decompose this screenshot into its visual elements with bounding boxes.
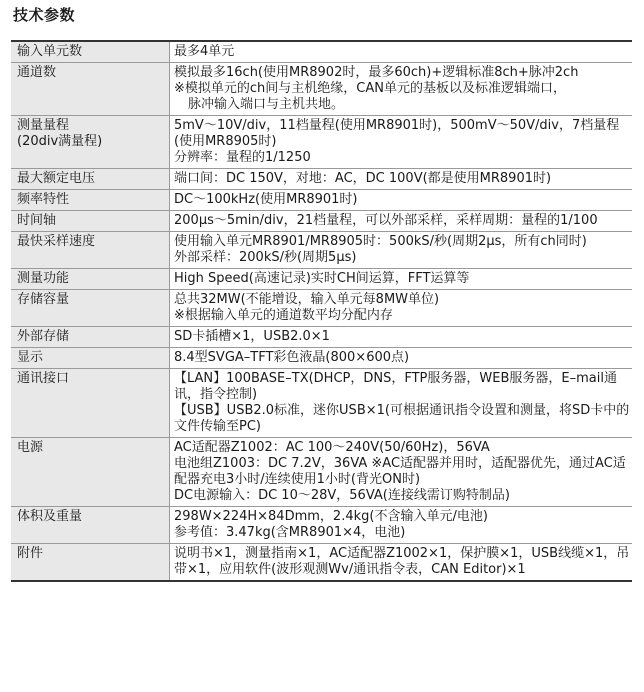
row-label: 附件 <box>11 544 170 582</box>
spec-row-power <box>11 438 632 507</box>
row-label: 测量功能 <box>11 269 170 290</box>
spec-row-channels <box>11 63 632 116</box>
row-label: 最快采样速度 <box>11 232 170 269</box>
spec-row-interface <box>11 369 632 438</box>
row-value: 使用输入单元MR8901/MR8905时：500kS/秒(周期2μs，所有ch同时) 外部采样：200kS/秒(周期5μs) <box>170 232 633 269</box>
spec-row-display <box>11 348 632 369</box>
row-value: 8.4型SVGA–TFT彩色液晶(800×600点) <box>170 348 633 369</box>
page-title: 技术参数 <box>13 6 76 24</box>
spec-row-external-storage <box>11 327 632 348</box>
spec-row-accessories <box>11 544 632 582</box>
row-value: 5mV～10V/div，11档量程(使用MR8901时)，500mV～50V/div，7档量程(使用MR8905时) 分辨率：量程的1/1250 <box>170 116 633 169</box>
row-label: 时间轴 <box>11 211 170 232</box>
row-value: SD卡插槽×1，USB2.0×1 <box>170 327 633 348</box>
row-label: 频率特性 <box>11 190 170 211</box>
row-label: 体积及重量 <box>11 507 170 544</box>
spec-table <box>11 40 632 582</box>
spec-row-memory <box>11 290 632 327</box>
row-label: 输入单元数 <box>11 41 170 63</box>
row-value: High Speed(高速记录)实时CH间运算，FFT运算等 <box>170 269 633 290</box>
row-label: 测量量程 (20div满量程) <box>11 116 170 169</box>
spec-row-sampling-speed <box>11 232 632 269</box>
row-label: 通讯接口 <box>11 369 170 438</box>
row-label: 最大额定电压 <box>11 169 170 190</box>
spec-row-time-axis <box>11 211 632 232</box>
spec-row-input-units <box>11 41 632 63</box>
row-label: 外部存储 <box>11 327 170 348</box>
row-label: 显示 <box>11 348 170 369</box>
spec-row-measure-range <box>11 116 632 169</box>
row-value: 模拟最多16ch(使用MR8902时，最多60ch)+逻辑标准8ch+脉冲2ch ※模拟单元的ch间与主机绝缘，CAN单元的基板以及标准逻辑端口， 脉冲输入端口与主机共地。 <box>170 63 633 116</box>
row-value: 最多4单元 <box>170 41 633 63</box>
spec-row-max-voltage <box>11 169 632 190</box>
row-value: 【LAN】100BASE–TX(DHCP，DNS，FTP服务器，WEB服务器，E–mail通讯，指令控制) 【USB】USB2.0标准，迷你USB×1(可根据通讯指令设置和测量，将SD卡中的文件传输至PC) <box>170 369 633 438</box>
row-label: 存储容量 <box>11 290 170 327</box>
row-label: 电源 <box>11 438 170 507</box>
row-label: 通道数 <box>11 63 170 116</box>
row-value: 200μs～5min/div，21档量程，可以外部采样，采样周期：量程的1/100 <box>170 211 633 232</box>
spec-row-functions <box>11 269 632 290</box>
row-value: 端口间：DC 150V，对地：AC，DC 100V(都是使用MR8901时) <box>170 169 633 190</box>
row-value: 298W×224H×84Dmm，2.4kg(不含输入单元/电池) 参考值：3.47kg(含MR8901×4，电池) <box>170 507 633 544</box>
spec-row-size-weight <box>11 507 632 544</box>
row-value: 说明书×1，测量指南×1，AC适配器Z1002×1，保护膜×1，USB线缆×1，吊带×1，应用软件(波形观测Wv/通讯指令表，CAN Editor)×1 <box>170 544 633 582</box>
row-value: DC～100kHz(使用MR8901时) <box>170 190 633 211</box>
row-value: AC适配器Z1002：AC 100～240V(50/60Hz)，56VA 电池组Z1003：DC 7.2V，36VA ※AC适配器并用时，适配器优先，通过AC适配器充电3小时/连续使用1小时(背光ON时) DC电源输入：DC 10～28V，56VA(连接线需订购特制品) <box>170 438 633 507</box>
row-value: 总共32MW(不能增设，输入单元每8MW单位) ※根据输入单元的通道数平均分配内存 <box>170 290 633 327</box>
spec-row-frequency <box>11 190 632 211</box>
